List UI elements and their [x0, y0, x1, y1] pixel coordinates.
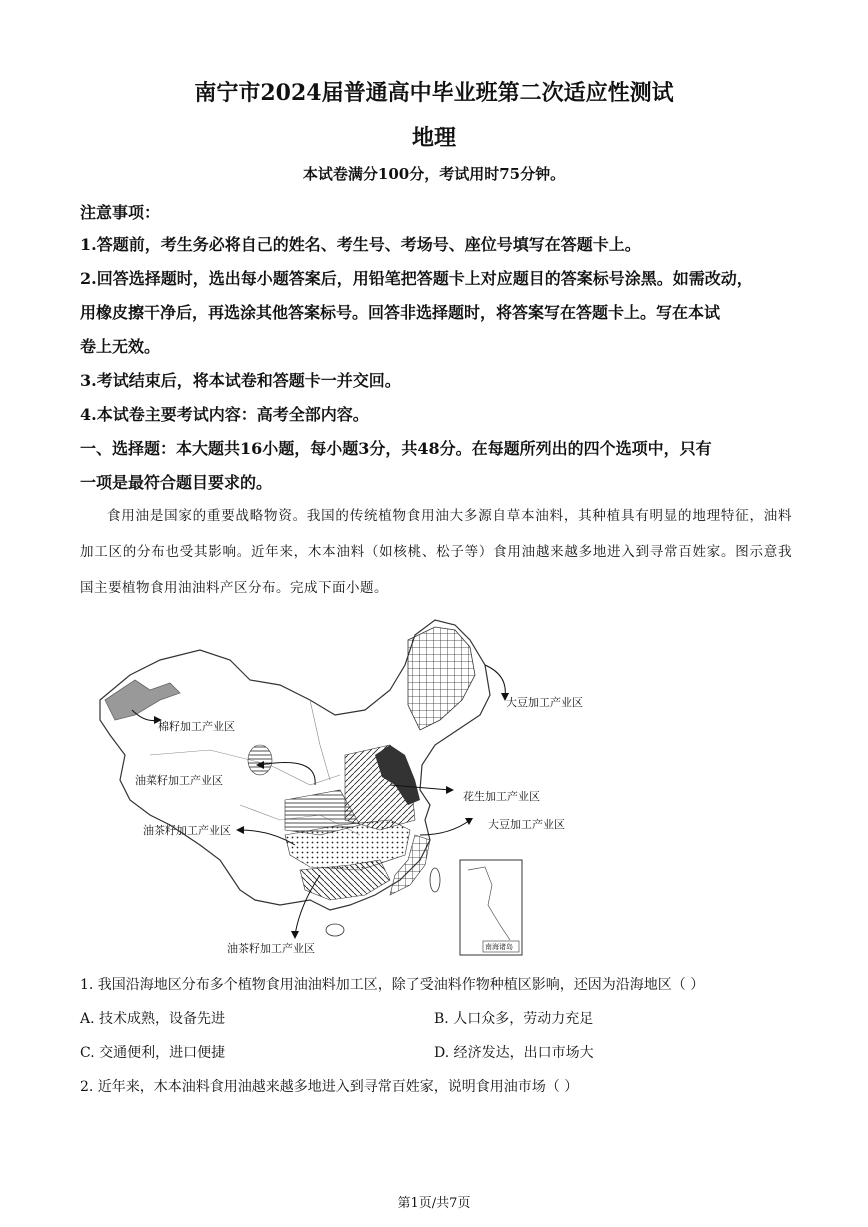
label-rapeseed: 油菜籽加工产业区 [135, 774, 223, 787]
q1-option-d: D. 经济发达，出口市场大 [434, 1045, 594, 1061]
page-footer: 第1页/共7页 [397, 1196, 471, 1211]
label-cotton: 棉籽加工产业区 [158, 720, 235, 733]
label-inset: 南海诸岛 [485, 943, 513, 951]
note-2-line-3: 卷上无效。 [80, 337, 161, 356]
exam-title: 南宁市2024届普通高中毕业班第二次适应性测试 [194, 80, 674, 106]
q1-option-c: C. 交通便利，进口便捷 [80, 1045, 226, 1061]
notes-heading: 注意事项： [80, 203, 161, 222]
label-soybean-e: 大豆加工产业区 [488, 818, 565, 831]
note-2-line-2: 用橡皮擦干净后，再选涂其他答案标号。回答非选择题时，将答案写在答题卡上。写在本试 [80, 303, 721, 322]
label-tea-s: 油茶籽加工产业区 [227, 942, 315, 955]
subject-title: 地理 [411, 125, 456, 151]
passage: 食用油是国家的重要战略物资。我国的传统植物食用油大多源自草本油料，其种植具有明显的地理特征，油料加工区的分布也受其影响。近年来，木本油料（如核桃、松子等）食用油越来越多地进入到寻常百姓家。图示意我国主要植物食用油油料产区分布。完成下面小题。 [80, 508, 792, 596]
label-soybean-ne: 大豆加工产业区 [506, 696, 583, 709]
section-heading-line-2: 一项是最符合题目要求的。 [80, 473, 273, 492]
q2-stem: 2. 近年来，木本油料食用油越来越多地进入到寻常百姓家，说明食用油市场（ ） [80, 1079, 579, 1095]
note-4: 4.本试卷主要考试内容：高考全部内容。 [80, 405, 369, 424]
label-tea-w: 油茶籽加工产业区 [143, 824, 231, 837]
q1-option-a: A. 技术成熟，设备先进 [80, 1011, 226, 1027]
section-heading-line-1: 一、选择题：本大题共16小题，每小题3分，共48分。在每题所列出的四个选项中，只有 [80, 439, 712, 458]
note-2-line-1: 2.回答选择题时，选出每小题答案后，用铅笔把答题卡上对应题目的答案标号涂黑。如需改动， [80, 269, 753, 288]
q1-stem: 1. 我国沿海地区分布多个植物食用油油料加工区，除了受油料作物种植区影响，还因为沿海地区（ ） [80, 977, 705, 993]
q1-option-b: B. 人口众多，劳动力充足 [434, 1011, 594, 1027]
note-1: 1.答题前，考生务必将自己的姓名、考生号、考场号、座位号填写在答题卡上。 [80, 235, 641, 254]
exam-subtitle: 本试卷满分100分，考试用时75分钟。 [302, 165, 566, 183]
rapeseed-region [248, 745, 272, 775]
note-3: 3.考试结束后，将本试卷和答题卡一并交回。 [80, 371, 401, 390]
label-peanut: 花生加工产业区 [463, 790, 540, 803]
